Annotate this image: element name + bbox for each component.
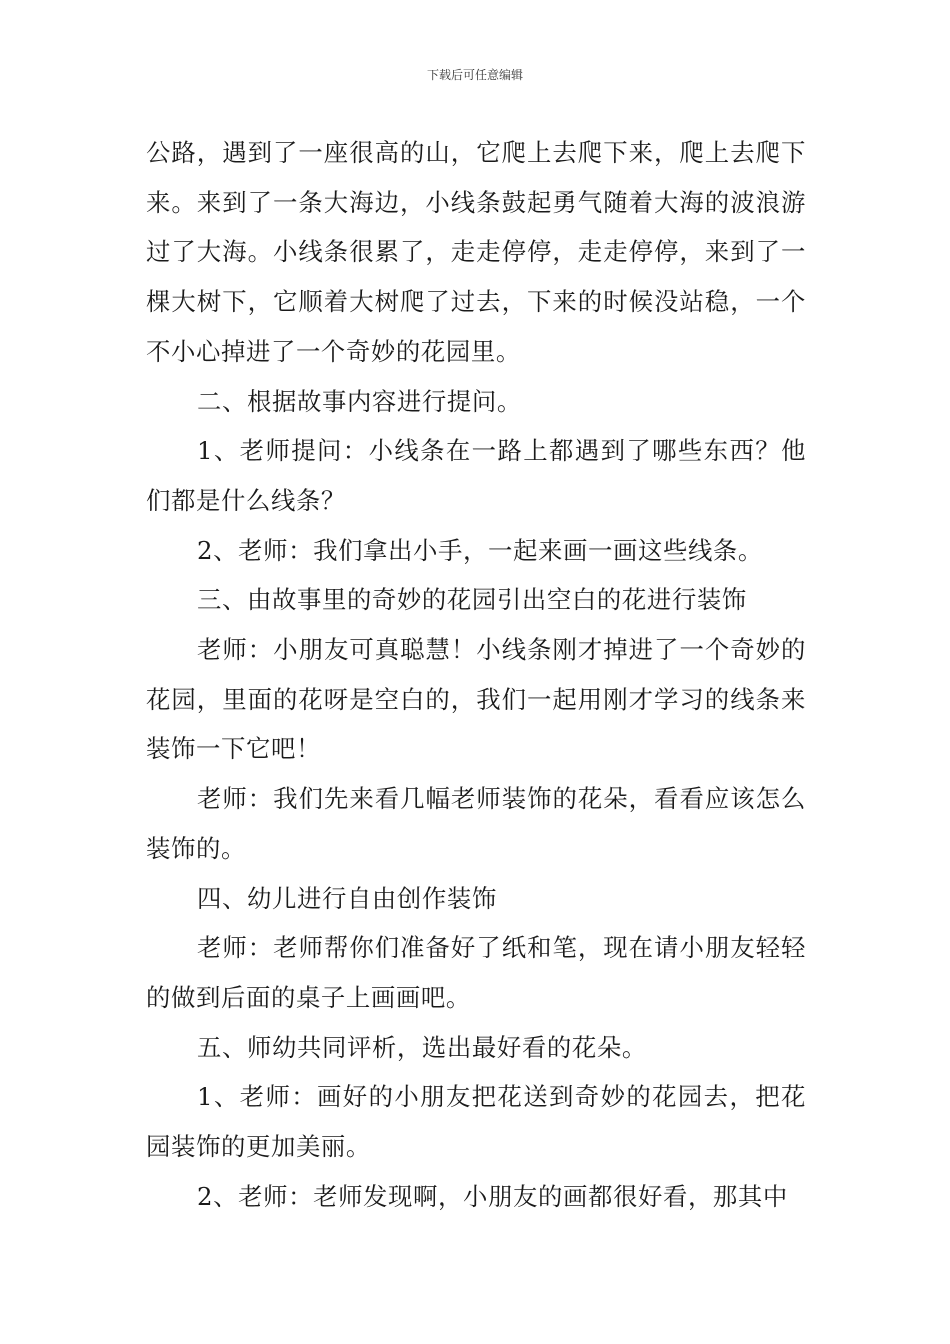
paragraph-teacher-praise: 老师：小朋友可真聪慧！小线条刚才掉进了一个奇妙的花园，里面的花呀是空白的，我们一起用刚才学习的线条来装饰一下它吧！ [146,635,806,764]
paragraph-teacher-examples: 老师：我们先来看几幅老师装饰的花朵，看看应该怎么装饰的。 [146,784,806,863]
paragraph-teacher-materials: 老师：老师帮你们准备好了纸和笔，现在请小朋友轻轻的做到后面的桌子上画画吧。 [146,933,806,1012]
paragraph-teacher-observation: 2、老师：老师发现啊，小朋友的画都很好看，那其中 [197,1181,788,1211]
section-heading-evaluation: 五、师幼共同评析，选出最好看的花朵。 [197,1032,647,1062]
section-heading-questions: 二、根据故事内容进行提问。 [197,386,522,416]
paragraph-send-flowers: 1、老师：画好的小朋友把花送到奇妙的花园去，把花园装饰的更加美丽。 [146,1082,806,1162]
section-heading-decoration: 三、由故事里的奇妙的花园引出空白的花进行装饰 [197,585,747,615]
section-heading-free-creation: 四、幼儿进行自由创作装饰 [197,883,497,913]
paragraph-story-continuation: 公路，遇到了一座很高的山，它爬上去爬下来，爬上去爬下来。来到了一条大海边，小线条鼓起勇气随着大海的波浪游过了大海。小线条很累了，走走停停，走走停停，来到了一棵大树下，它顺着大树爬了过去，下来的时候没站稳，一个不小心掉进了一个奇妙的花园里。 [146,138,806,366]
paragraph-draw-lines: 2、老师：我们拿出小手，一起来画一画这些线条。 [197,535,763,565]
page-header-note: 下载后可任意编辑 [426,68,523,82]
document-body [146,128,806,1221]
paragraph-teacher-question: 1、老师提问：小线条在一路上都遇到了哪些东西？他们都是什么线条？ [146,436,806,515]
